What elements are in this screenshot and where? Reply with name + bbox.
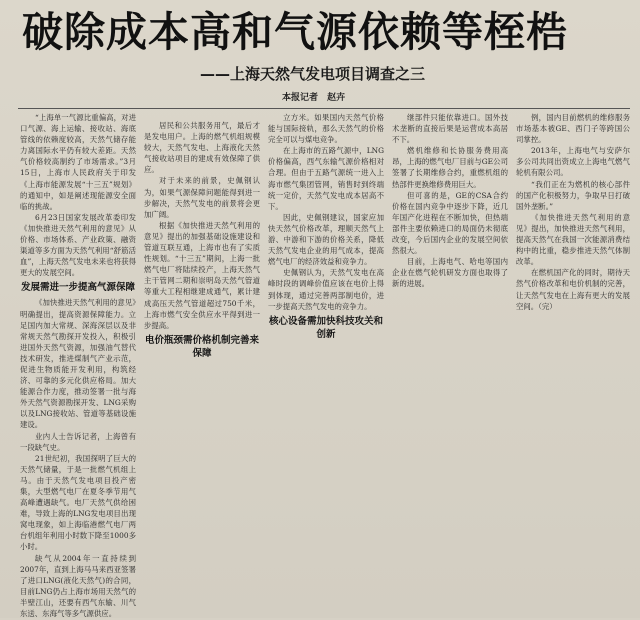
paragraph: 缺气从2004年一直持续到2007年，直到上海马马来西亚签署了进口LNG(液化天然气)的合同，目前LNG仍占上海市场用天然气的半壁江山，还要有西气东输、川气东送、东海气等多气源供应。: [20, 553, 136, 619]
paragraph: 根据《加快推进天然气利用的意见》提出的加强基础设施建设和管道互联互通，上海市也有了实质性规划。“十三五”期间，上海一批燃气电厂将陆续投产，上海天然气主干管网二期和崇明岛天然气管道等重大工程相继建成通气，累计建成高压天然气管道超过750千米，上海市燃气安全供应水平得到进一步提高。: [144, 220, 260, 330]
paragraph: 对于未来的前景，史佩钢认为，如果气源保障问题能得到进一步解决，天然气发电的前景将会更加广阔。: [144, 176, 260, 219]
paragraph: 例，国内目前燃机的维修服务市场基本被GE、西门子等跨国公司掌控。: [516, 113, 630, 145]
paragraph: 在燃机国产化的同时，期待天然气价格改革和电价机制的完善，让天然气发电在上海有更大的发展空间。（完）: [516, 268, 630, 311]
paragraph: “我们正在为燃机的核心部件的国产化积极努力，争取早日打破国外垄断。”: [516, 179, 630, 211]
section-heading: 核心设备需加快科技攻关和创新: [268, 315, 383, 340]
top-rule: [18, 108, 630, 109]
paragraph: 但可喜的是，GE的CSA合约价格在国内竞争中逐步下降，近几年国产化进程在不断加快，但热端部件主要依赖进口的局面仍未彻底改变，今后国内企业的发展空间依然很大。: [392, 190, 508, 256]
paragraph: 史佩钢认为，天然气发电在高峰时段的调峰价值应该在电价上得到体现，通过完善两部制电价，进一步提高天然气发电的竞争力。: [268, 268, 384, 311]
byline-role: 本报记者: [282, 93, 319, 103]
paragraph: 2013年，上海电气与安萨尔多公司共同出资成立上海电气燃气轮机有限公司。: [516, 146, 630, 178]
section-heading: 发展需进一步提高气源保障: [20, 282, 135, 294]
byline: [282, 91, 402, 105]
paragraph: 21世纪初，我国探明了巨大的天然气储量，于是一批燃气机组上马。由于天然气发电项目投产密集，大型燃气电厂在夏冬季节用气高峰遭遇缺气。电厂天然气供给困难，导致上海的LNG发电项目出现窝电现象，如上海临港燃气电厂两台机组年利用小时数下降至1000多小时。: [20, 453, 136, 552]
paragraph: 6月23日国家发展改革委印发《加快推进天然气利用的意见》从价格、市场体系、产业政策、融资渠道等多方面为天然气利用“舒筋活血”，上海天然气发电未来也将获得更大的发展空间。: [20, 212, 136, 278]
paragraph: “上海单一气源比重偏高，对进口气源、海上运输、接收站、海底管线的依赖度较高，天然气储存能力离国际水平仍有较大差距。天然气价格较高制约了市场需求。”3月15日，上海市人民政府关于印发《上海市能源发展“十三五”规划》的通知中，如是阐述现能源安全面临的挑战。: [20, 113, 136, 211]
section-heading: 电价瓶颈需价格机制完善来保障: [144, 334, 259, 359]
paragraph: 继部件只能依靠进口。国外技术垄断的直接后果是运营成本高居不下。: [392, 113, 508, 145]
column-4: [392, 112, 508, 612]
paragraph: 因此，史佩钢建议，国家应加快天然气价格改革，理顺天然气上游、中游和下游的价格关系，降低天然气发电企业的用气成本，提高燃气电厂的经济效益和竞争力。: [268, 212, 384, 267]
paragraph: 居民和公共服务用气，最后才是发电用户。上海的燃气机组规模较大，天然气发电、上海液化天然气接收站项目的建成有效保障了供应。: [144, 121, 260, 175]
headline: 破除成本高和气源依赖等桎梏: [22, 8, 568, 56]
paragraph: 《加快推进天然气利用的意见》明确提出，提高资源保障能力。立足国内加大常规、深海深层以及非常规天然气勘探开发投入，积极引进国外天然气资源，加强油气替代技术研发，推进煤制气产业示范，促进生物质能开发利用，构筑经济、可靠的多元化供应格局。加大能源合作力度，推动签署一批与海外天然气资源勘探开发、LNG采购以及LNG接收站、管道等基础设施建设。: [20, 298, 136, 430]
column-1: [20, 112, 136, 619]
subhead: ——上海天然气发电项目调查之三: [200, 65, 426, 83]
byline-name: 赵卉: [327, 93, 346, 103]
paragraph: 业内人士告诉记者，上海曾有一段缺气史。: [20, 431, 136, 452]
paragraph: 燃机维修和长协服务费用高昂，上海的燃气电厂目前与GE公司签署了长期维修合约，重燃机组的热部件更换维修费用巨大。: [392, 146, 508, 189]
paragraph: 《加快推进天然气利用的意见》提出，加快推进天然气利用，提高天然气在我国一次能源消费结构中的比重，稳步推进天然气体制改革。: [516, 212, 630, 267]
column-5: [516, 112, 630, 612]
paragraph: 立方米。如果国内天然气价格能与国际接轨，那么天然气的价格完全可以与煤电竞争。: [268, 113, 384, 145]
column-2: [144, 120, 260, 620]
paragraph: 在上海市的五路气源中，LNG价格偏高，西气东输气源价格相对合理。但由于五路气源统一进入上海市燃气集团管网，销售时到终端统一定价，天然气发电成本居高不下。: [268, 146, 384, 211]
paragraph: 目前，上海电气、哈电等国内企业在燃气轮机研发方面也取得了新的进展。: [392, 257, 508, 289]
column-3: [268, 112, 384, 612]
